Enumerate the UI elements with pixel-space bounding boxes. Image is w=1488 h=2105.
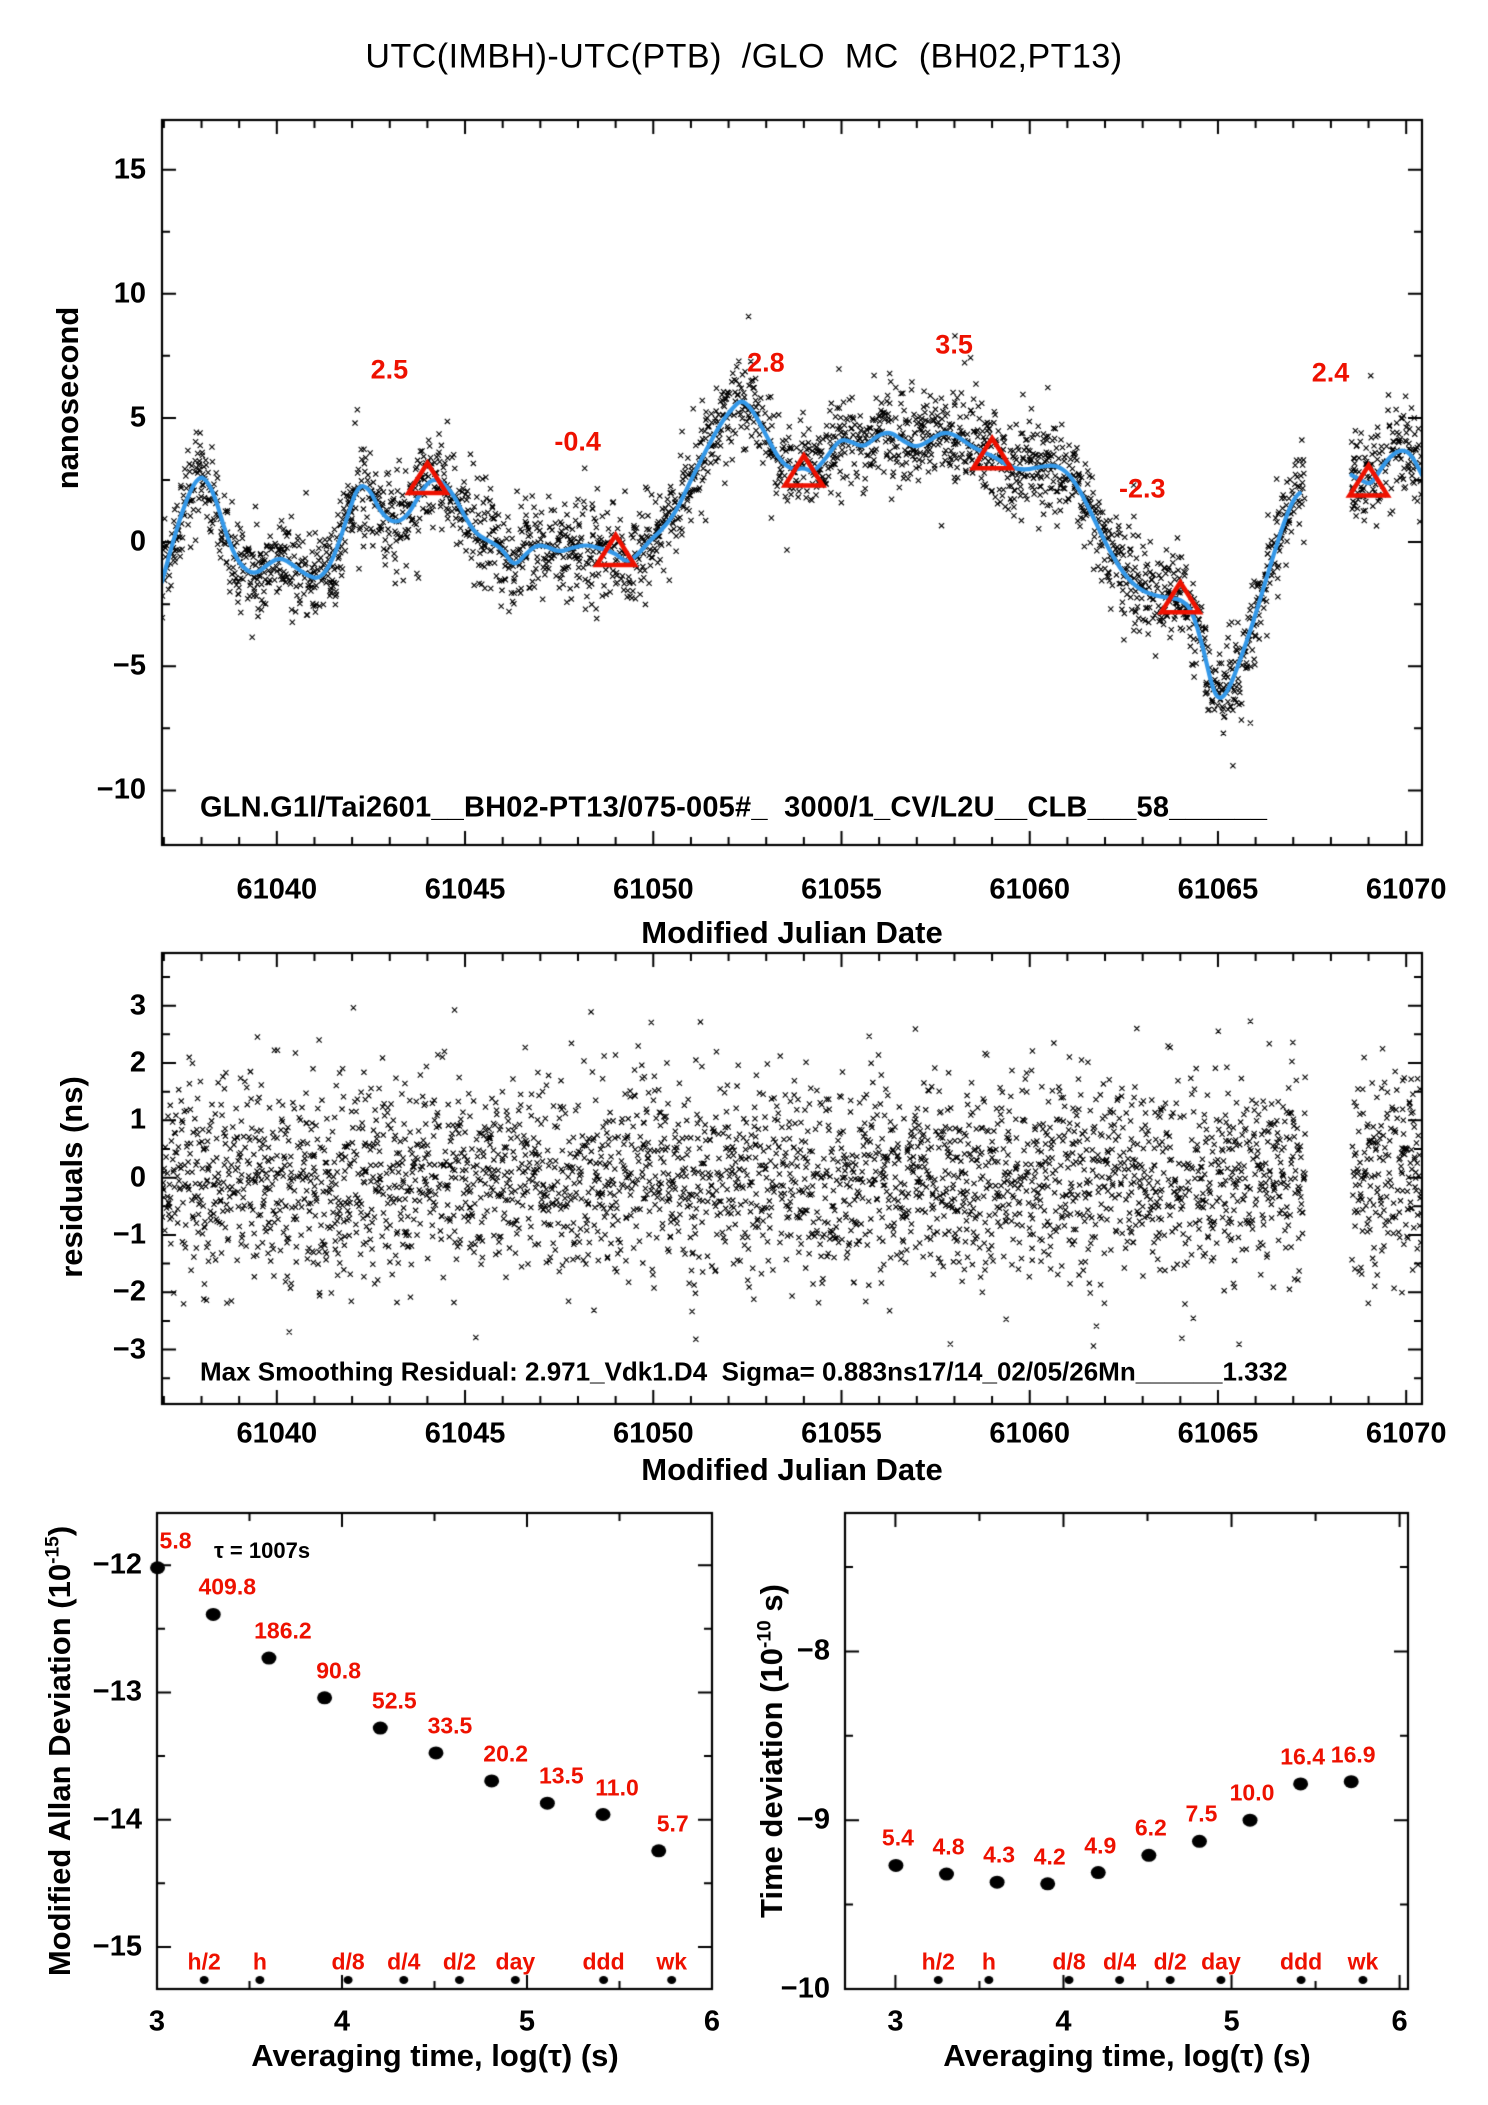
mdev-time-marker-label: d/2 [442,1948,477,1975]
phase-xlabel: Modified Julian Date [641,915,943,950]
tdev-x-tick-label: 3 [887,2005,904,2038]
tdev-x-tick-label: 6 [1391,2005,1408,2038]
residuals-xlabel: Modified Julian Date [641,1452,943,1487]
tdev-y-tick-label: −9 [796,1803,830,1836]
tdev-point-value-label: 10.0 [1229,1779,1275,1806]
tdev-point-value-label: 5.4 [881,1824,914,1851]
mdev-point-value-label: 13.5 [538,1762,584,1789]
tdev-point-value-label: 6.2 [1134,1814,1167,1841]
mdev-point-value-label: 90.8 [316,1657,361,1684]
mdev-time-marker-label: d/8 [331,1948,365,1975]
mdev-time-marker-label: day [495,1948,536,1975]
mdev-y-tick-label: −14 [92,1803,142,1836]
residuals-x-tick-label: 61050 [612,1417,694,1450]
phase-ylabel: nanosecond [50,306,85,490]
phase-y-tick-label: −10 [96,773,146,806]
tdev-y-tick-label: −8 [796,1634,830,1667]
residuals-y-tick-label: −2 [112,1275,146,1308]
mdev-point-value-label: 52.5 [371,1687,417,1714]
tdev-time-marker-label: ddd [1280,1948,1323,1975]
tdev-point-value-label: 4.3 [983,1841,1016,1868]
mdev-point-value-label: 11.0 [595,1774,639,1800]
phase-y-tick-label: 15 [113,153,146,186]
mdev-ylabel [42,1526,78,1976]
phase-y-tick-label: 0 [129,525,146,558]
mdev-point-value-label: 33.5 [427,1712,473,1739]
mdev-xlabel: Averaging time, log(τ) (s) [251,2038,619,2073]
mdev-time-marker-label: d/4 [387,1948,421,1975]
triangle-value-label: 2.4 [1311,357,1350,387]
tdev-time-marker-label: day [1201,1948,1241,1975]
phase-x-tick-label: 61065 [1177,873,1259,906]
mdev-time-marker-label: h [252,1948,267,1975]
mdev-point-value-label: 5.7 [656,1810,689,1837]
phase-y-tick-label: −5 [112,649,146,682]
phase-x-tick-label: 61050 [612,873,694,906]
tdev-y-tick-label: −10 [780,1972,830,2005]
mdev-time-marker-label: wk [656,1948,687,1975]
residuals-x-tick-label: 61070 [1365,1417,1447,1450]
tdev-xlabel: Averaging time, log(τ) (s) [943,2038,1311,2073]
residuals-y-tick-label: −3 [112,1333,146,1366]
mdev-point-value-label: 5.8 [159,1527,192,1554]
tdev-time-marker-label: d/2 [1153,1948,1187,1975]
phase-x-tick-label: 61045 [424,873,506,906]
mdev-y-tick-label: −13 [92,1675,142,1708]
residuals-ylabel: residuals (ns) [54,1076,89,1278]
residuals-x-tick-label: 61045 [424,1417,506,1450]
residuals-y-tick-label: 3 [129,989,146,1022]
residuals-y-tick-label: 1 [129,1103,146,1136]
tdev-point-value-label: 4.9 [1084,1832,1117,1859]
residuals-y-tick-label: 2 [129,1046,146,1079]
mdev-point-value-label: 409.8 [198,1573,257,1600]
mdev-ylabel-post: ) [42,1525,77,1537]
tdev-ylabel-post: s) [754,1584,789,1621]
phase-x-tick-label: 61070 [1365,873,1447,906]
mdev-x-tick-label: 3 [148,2005,166,2038]
mdev-point-value-label: 20.2 [483,1740,529,1767]
tau-annotation: τ = 1007s [214,1538,311,1563]
tdev-point-value-label: 4.2 [1033,1843,1066,1870]
phase-y-tick-label: 5 [129,401,146,434]
mdev-y-tick-label: −12 [92,1548,142,1581]
tdev-time-marker-label: wk [1347,1948,1379,1975]
phase-x-tick-label: 61060 [989,873,1071,906]
residuals-y-tick-label: −1 [112,1218,146,1251]
triangle-value-label: -2.3 [1119,473,1166,504]
mdev-x-tick-label: 4 [333,2005,351,2038]
tdev-ylabel [754,1584,790,1918]
triangle-value-label: -0.4 [554,426,601,457]
tdev-ylabel-sup: -10 [754,1620,776,1649]
triangle-value-label: 3.5 [935,329,973,360]
mdev-x-tick-label: 6 [703,2005,721,2038]
tdev-point-value-label: 16.4 [1280,1743,1325,1770]
mdev-ylabel-sup: -15 [42,1536,64,1564]
tdev-time-marker-label: d/4 [1102,1948,1137,1975]
tdev-point-value-label: 16.9 [1330,1741,1376,1768]
mdev-time-marker-label: ddd [582,1948,625,1975]
phase-x-tick-label: 61055 [801,873,882,906]
residuals-x-tick-label: 61055 [801,1417,882,1450]
mdev-time-marker-label: h/2 [187,1948,221,1975]
tdev-point-value-label: 4.8 [932,1833,965,1860]
tdev-ylabel-pre: Time deviation (10 [754,1648,789,1918]
figure-title: UTC(IMBH)-UTC(PTB) /GLO MC (BH02,PT13) [365,37,1123,76]
mdev-x-tick-label: 5 [518,2005,536,2038]
tdev-time-marker-label: h [981,1948,996,1975]
mdev-ylabel-pre: Modified Allan Deviation (10 [42,1563,77,1977]
residuals-y-tick-label: 0 [129,1161,146,1194]
phase-y-tick-label: 10 [113,277,146,310]
tdev-x-tick-label: 4 [1055,2005,1072,2038]
tdev-time-marker-label: h/2 [921,1948,955,1975]
phase-annotation: GLN.G1l/Tai2601__BH02-PT13/075-005#_ 3000/1_CV/L2U__CLB___58______ [200,791,1268,824]
mdev-point-value-label: 186.2 [254,1617,312,1644]
triangle-value-label: 2.5 [370,354,409,385]
residuals-x-tick-label: 61065 [1177,1417,1259,1450]
residuals-x-tick-label: 61060 [989,1417,1071,1450]
tdev-x-tick-label: 5 [1223,2005,1240,2038]
tdev-point-value-label: 7.5 [1185,1800,1218,1827]
mdev-y-tick-label: −15 [92,1930,142,1963]
phase-x-tick-label: 61040 [236,873,318,906]
tdev-time-marker-label: d/8 [1052,1948,1086,1975]
residuals-annotation: Max Smoothing Residual: 2.971_Vdk1.D4 Sigma= 0.883ns17/14_02/05/26Mn______1.332 [200,1356,1288,1387]
triangle-value-label: 2.8 [747,347,785,378]
residuals-x-tick-label: 61040 [236,1417,318,1450]
